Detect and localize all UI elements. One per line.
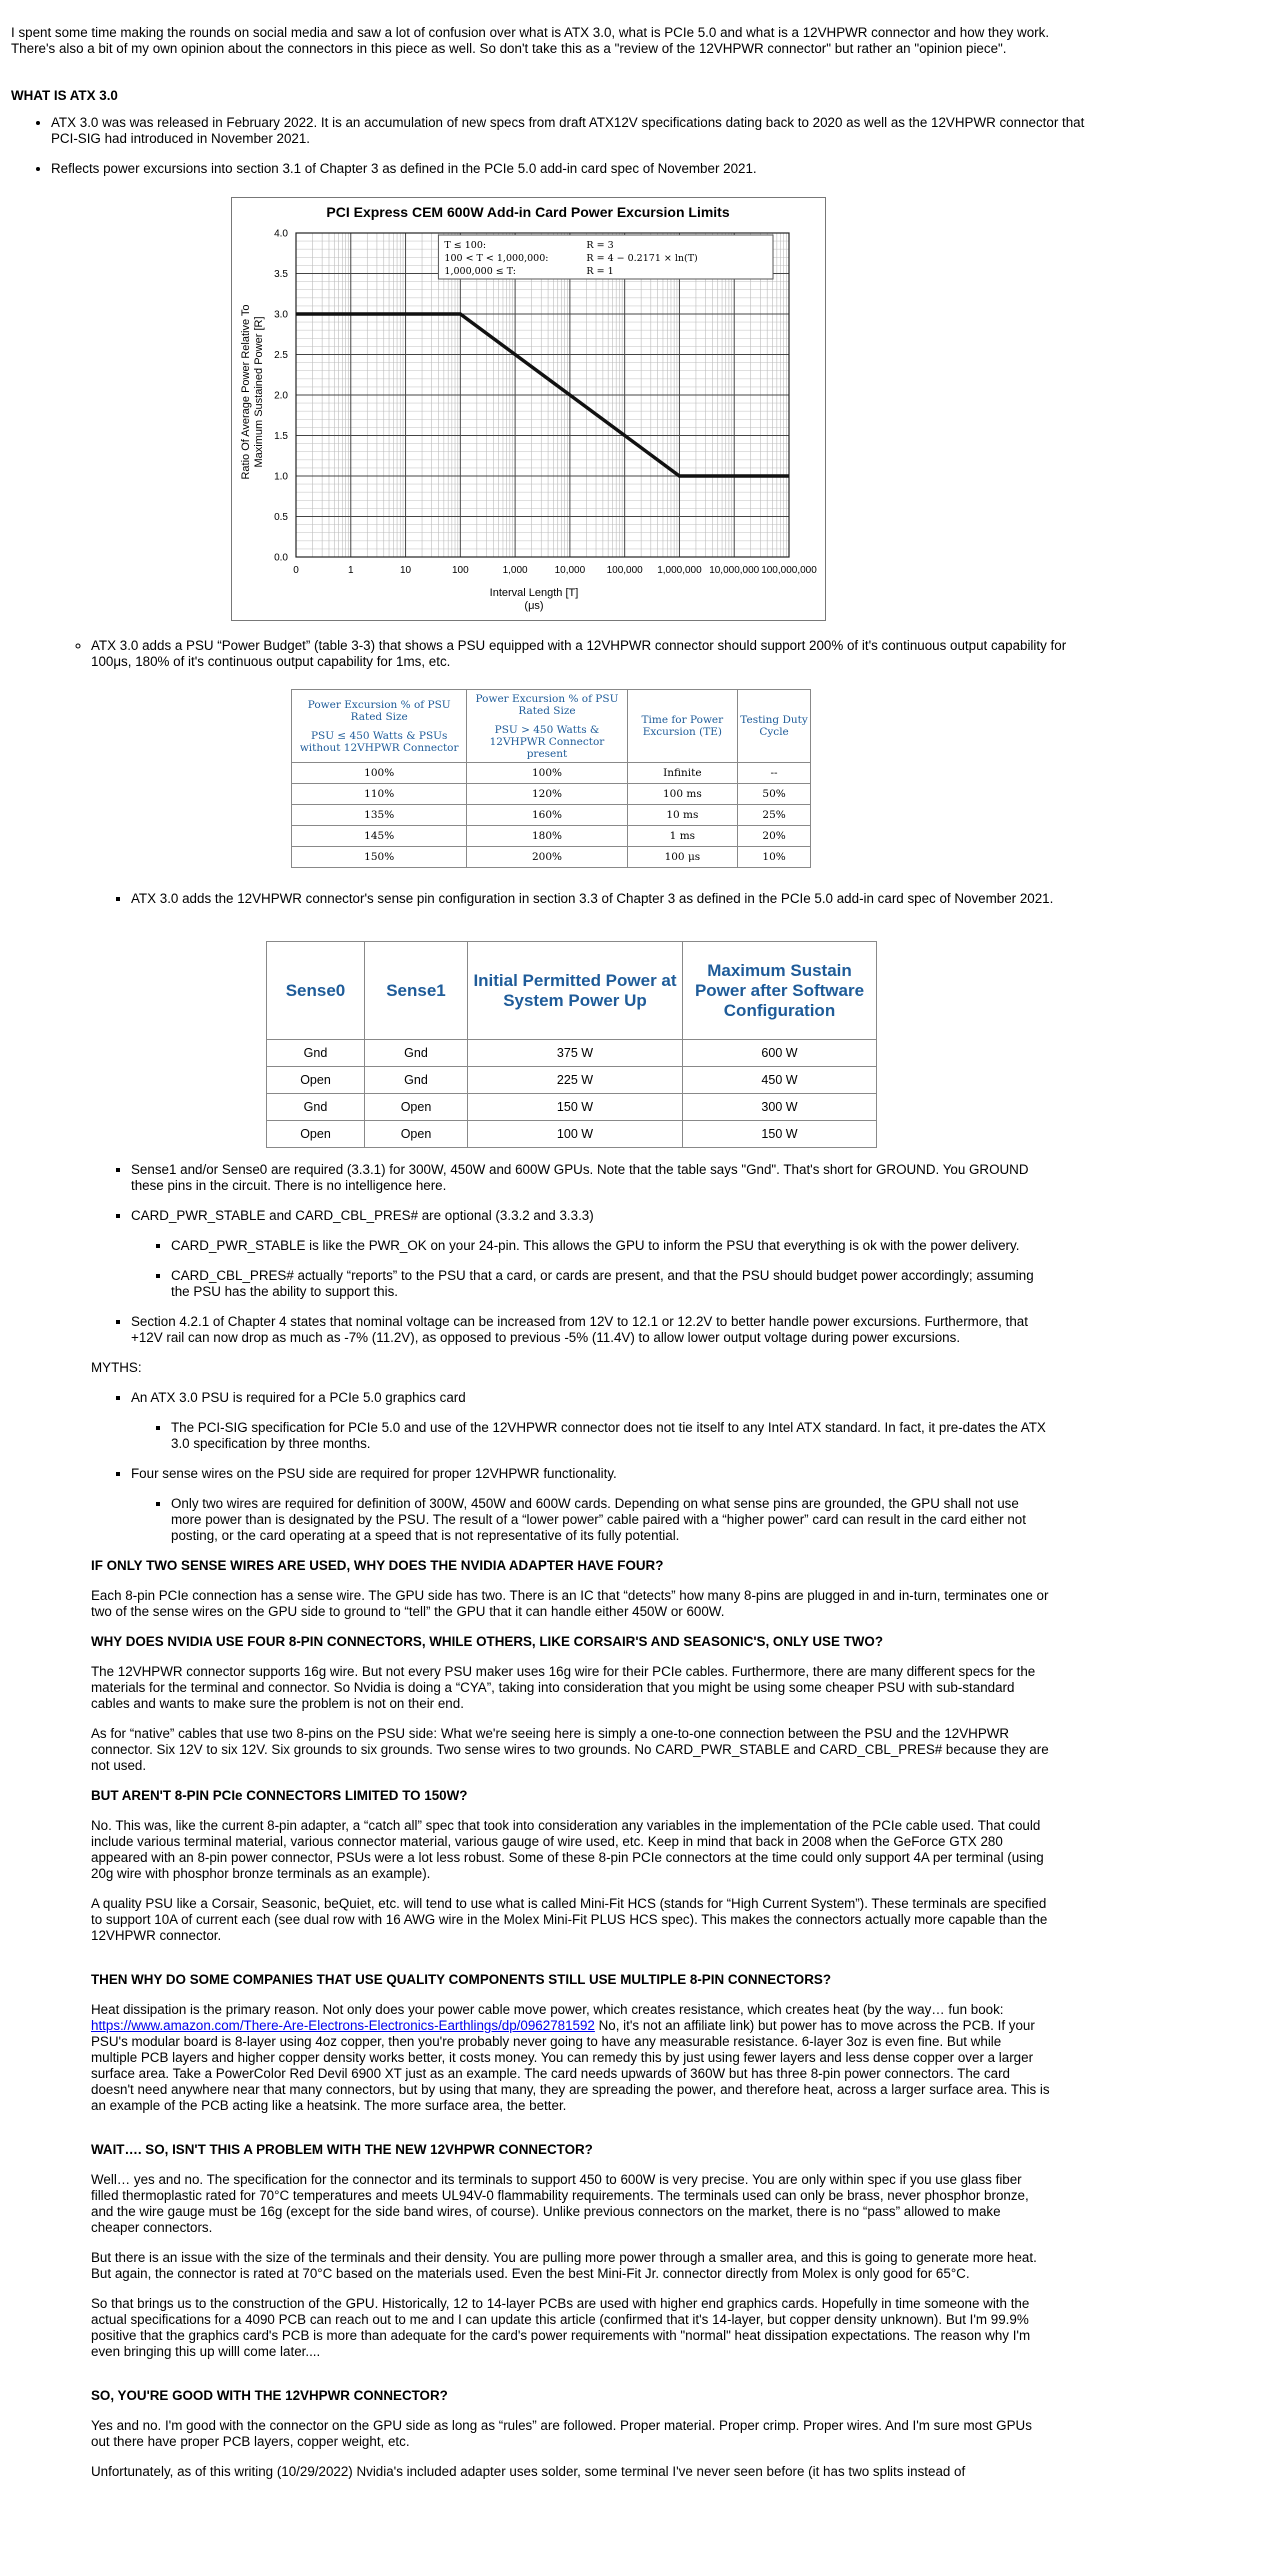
paragraph: Each 8-pin PCIe connection has a sense wire. The GPU side has two. There is an IC that “detects” how many 8-pins are plugged in and in-turn, terminates one or two of the sense wires on the GPU side to ground to “tell” the GPU that it can handle either 450W or 600W.: [91, 1588, 1049, 1619]
chart-xlabel-unit: (μs): [524, 600, 544, 612]
table-header-cell: Testing Duty Cycle: [738, 690, 811, 763]
paragraph: The 12VHPWR connector supports 16g wire. But not every PSU maker uses 16g wire for their PCIe cables. Furthermore, there are many different specs for the materials for the terminal and connector. So Nvidia is doing a “CYA”, taking into consideration that you might be using some cheaper PSU with sub-standard cables and wants to make sure the problem is not on their end.: [91, 1664, 1036, 1711]
table-row: [267, 1067, 877, 1094]
paragraph: But there is an issue with the size of the terminals and their density. You are pulling more power through a smaller area, and this is going to generate more heat. But again, the connector is rated at 70°C based on the materials used. Even the best Mini-Fit Jr. connector directly from Molex is only good for 65°C.: [91, 2250, 1037, 2281]
list-item-text: Four sense wires on the PSU side are required for proper 12VHPWR functionality.: [131, 1466, 617, 1481]
chart-legend: [438, 235, 773, 279]
sub-list: [131, 1420, 1051, 1452]
paragraph-text: Heat dissipation is the primary reason. Not only does your power cable move power, which creates resistance, which creates heat (by the way… fun book:: [91, 2002, 1004, 2017]
header-subtext: PSU > 450 Watts & 12VHPWR Connector present: [489, 723, 605, 760]
amazon-book-link[interactable]: https://www.amazon.com/There-Are-Electrons-Electronics-Earthlings/dp/0962781592: [91, 2018, 595, 2033]
table-cell: 20%: [738, 826, 811, 847]
list-item: ▪ Sense1 and/or Sense0 are required (3.3.1) for 300W, 450W and 600W GPUs. Note that the table says "Gnd". That's short for GROUND. You GROUND these pins in the circuit. There is no intelligence here.: [131, 1162, 1051, 1194]
table-cell: 225 W: [468, 1067, 683, 1094]
table-cell: Gnd: [365, 1067, 468, 1094]
list-item: • ATX 3.0 was was released in February 2022. It is an accumulation of new specs from draft ATX12V specifications dating back to 2020 as well as the 12VHPWR connector that PCI-SIG had introduced in November 2021.: [51, 115, 1091, 147]
table-cell: Open: [365, 1094, 468, 1121]
table-cell: 100 W: [468, 1121, 683, 1148]
table-header-row: [292, 690, 811, 763]
table-header-cell: [292, 690, 467, 763]
list-item: ▪ CARD_PWR_STABLE is like the PWR_OK on your 24-pin. This allows the GPU to inform the PSU that everything is ok with the power delivery.: [171, 1238, 1051, 1254]
table-cell: Gnd: [267, 1040, 365, 1067]
table-cell: 375 W: [468, 1040, 683, 1067]
table-cell: Gnd: [365, 1040, 468, 1067]
paragraph: Unfortunately, as of this writing (10/29/2022) Nvidia's included adapter uses solder, some terminal I've never seen before (it has two splits instead of: [91, 2464, 966, 2479]
x-tick-label: 100,000,000: [761, 565, 817, 576]
paragraph: No. This was, like the current 8-pin adapter, a “catch all” spec that took into consideration any variables in the implementation of the PCIe cable used. That could include various terminal material, various connector material, various gauge of wire used, etc. Keep in mind that back in 2008 when the GeForce GTX 280 appeared with an 8-pin power connector, PSUs were a lot less robust. Some of these 8-pin PCIe connectors at the time could only support 4A per terminal (using 20g wire with phosphor bronze terminals as an example).: [91, 1818, 1044, 1881]
table-cell: 10%: [738, 847, 811, 868]
sub-list: [131, 1496, 1051, 1544]
table-header-cell: Initial Permitted Power at System Power Up: [468, 942, 683, 1040]
table-cell: Gnd: [267, 1094, 365, 1121]
heading-two-sense-wires: IF ONLY TWO SENSE WIRES ARE USED, WHY DOES THE NVIDIA ADAPTER HAVE FOUR?: [91, 1558, 664, 1573]
list-item: [131, 1466, 1051, 1544]
table-cell: 150 W: [683, 1121, 877, 1148]
table-cell: 450 W: [683, 1067, 877, 1094]
y-tick-label: 0.5: [274, 512, 288, 523]
table-cell: 100 ms: [627, 784, 738, 805]
y-tick-label: 4.0: [274, 228, 288, 240]
myths-label: MYTHS:: [91, 1360, 142, 1375]
list-item: ◦ ATX 3.0 adds a PSU “Power Budget” (table 3-3) that shows a PSU equipped with a 12VHPWR connector should support 200% of it's continuous output capability for 100μs, 180% of it's continuous output capability for 1ms, etc.: [91, 638, 1091, 670]
table-cell: 150%: [292, 847, 467, 868]
x-tick-label: 0: [293, 565, 299, 576]
y-tick-label: 1.0: [274, 471, 288, 483]
x-tick-label: 10,000,000: [709, 565, 760, 576]
list-item: ▪ The PCI-SIG specification for PCIe 5.0 and use of the 12VHPWR connector does not tie itself to any Intel ATX standard. In fact, it pre-dates the ATX 3.0 specification by three months.: [171, 1420, 1051, 1452]
y-tick-label: 2.0: [274, 390, 288, 402]
chart-title: PCI Express CEM 600W Add-in Card Power Excursion Limits: [326, 204, 730, 220]
list-item-text: CARD_PWR_STABLE and CARD_CBL_PRES# are optional (3.3.2 and 3.3.3): [131, 1208, 594, 1223]
table-header-cell: Maximum Sustain Power after Software Configuration: [683, 942, 877, 1040]
table-cell: 25%: [738, 805, 811, 826]
paragraph: So that brings us to the construction of the GPU. Historically, 12 to 14-layer PCBs are used with higher end graphics cards. Hopefully in time someone with the actual specifications for a 4090 PCB can reach out to me and I can update this article (confirmed that it's 14-layer, but copper density unknown). But I'm 99.9% positive that the graphics card's PCB is more than adequate for the card's power requirements with "normal" heat dissipation expectations. The reason why I'm even bringing this up willl come later....: [91, 2296, 1031, 2359]
table-row: [267, 1121, 877, 1148]
table-cell: 145%: [292, 826, 467, 847]
table-cell: 160%: [467, 805, 627, 826]
table-cell: 100%: [467, 763, 627, 784]
list-item: • Reflects power excursions into section 3.1 of Chapter 3 as defined in the PCIe 5.0 add-in card spec of November 2021.: [51, 161, 1091, 177]
y-tick-label: 0.0: [274, 552, 288, 564]
table-row: [292, 826, 811, 847]
header-subtext: PSU ≤ 450 Watts & PSUs without 12VHPWR Connector: [299, 729, 459, 754]
chart-xlabel: Interval Length [T]: [489, 587, 579, 599]
table-header-cell: Sense0: [267, 942, 365, 1040]
y-tick-label: 2.5: [274, 350, 288, 361]
atx-bullet-list: [11, 115, 1091, 191]
legend-formula: R = 1: [586, 266, 614, 277]
x-tick-label: 1,000: [502, 565, 528, 576]
table-row: [292, 805, 811, 826]
intro-paragraph: I spent some time making the rounds on social media and saw a lot of confusion over what is ATX 3.0, what is PCIe 5.0 and what is a 12VHPWR connector and how they work. There's also a bit of my own opinion about the connectors in this piece as well. So don't take this as a "review of the 12VHPWR connector" but rather an "opinion piece".: [11, 25, 1050, 56]
power-budget-table: [291, 689, 811, 868]
table-header-row: [267, 942, 877, 1040]
article-body: [91, 1162, 1051, 2494]
table-row: [292, 784, 811, 805]
heading-what-is-atx: WHAT IS ATX 3.0: [11, 88, 118, 103]
table-cell: 180%: [467, 826, 627, 847]
legend-formula: R = 4 − 0.2171 × ln(T): [586, 253, 698, 264]
heading-four-8pin: WHY DOES NVIDIA USE FOUR 8-PIN CONNECTORS, WHILE OTHERS, LIKE CORSAIR'S AND SEASONIC'S, ONLY USE TWO?: [91, 1634, 884, 1649]
table-cell: 1 ms: [627, 826, 738, 847]
paragraph: [91, 2002, 1051, 2114]
table-cell: 200%: [467, 847, 627, 868]
table-cell: Open: [267, 1067, 365, 1094]
legend-condition: T ≤ 100:: [444, 240, 487, 251]
table-cell: 50%: [738, 784, 811, 805]
table-cell: 100%: [292, 763, 467, 784]
legend-formula: R = 3: [586, 240, 614, 251]
list-item: [131, 1390, 1051, 1452]
table-cell: 120%: [467, 784, 627, 805]
table-cell: Open: [365, 1121, 468, 1148]
table-cell: --: [738, 763, 811, 784]
paragraph: A quality PSU like a Corsair, Seasonic, beQuiet, etc. will tend to use what is called Mini-Fit HCS (stands for “High Current System”). These terminals are specified to support 10A of current each (see dual row with 16 AWG wire in the Molex Mini-Fit PLUS HCS spec). This makes the connectors actually more capable than the 12VHPWR connector.: [91, 1896, 1048, 1943]
header-text: Power Excursion % of PSU Rated Size: [475, 692, 619, 717]
table-cell: 600 W: [683, 1040, 877, 1067]
heading-youre-good: SO, YOU'RE GOOD WITH THE 12VHPWR CONNECTOR?: [91, 2388, 448, 2403]
sub-list: [131, 1238, 1051, 1300]
y-tick-label: 1.5: [274, 431, 288, 442]
header-text: Power Excursion % of PSU Rated Size: [307, 698, 451, 723]
heading-multiple-8pin: THEN WHY DO SOME COMPANIES THAT USE QUALITY COMPONENTS STILL USE MULTIPLE 8-PIN CONNECTORS?: [91, 1972, 831, 1987]
table-cell: 150 W: [468, 1094, 683, 1121]
list-item-text: An ATX 3.0 PSU is required for a PCIe 5.0 graphics card: [131, 1390, 466, 1405]
list-item: ▪ Only two wires are required for definition of 300W, 450W and 600W cards. Depending on what sense pins are grounded, the GPU shall not use more power than is designated by the PSU. The result of a “lower power” cable paired with a “higher power” card can result in the card either not posting, or the card operating at a speed that is not representative of its fully potential.: [171, 1496, 1051, 1544]
table-row: [267, 1040, 877, 1067]
x-tick-label: 10: [399, 565, 412, 576]
y-tick-label: 3.5: [274, 269, 288, 280]
legend-condition: 1,000,000 ≤ T:: [444, 266, 516, 277]
heading-wait: WAIT…. SO, ISN'T THIS A PROBLEM WITH THE NEW 12VHPWR CONNECTOR?: [91, 2142, 593, 2157]
table-header-cell: Time for Power Excursion (TE): [627, 690, 738, 763]
chart-ylabel-line2: Maximum Sustained Power [R]: [253, 316, 265, 468]
x-tick-label: 10,000: [554, 565, 586, 576]
power-excursion-chart: [231, 197, 826, 621]
paragraph: Yes and no. I'm good with the connector on the GPU side as long as “rules” are followed. Proper material. Proper crimp. Proper wires. And I'm sure most GPUs out there have proper PCB layers, copper weight, etc.: [91, 2418, 1032, 2449]
list-item: ▪ Section 4.2.1 of Chapter 4 states that nominal voltage can be increased from 12V to 12.1 or 12.2V to better handle power excursions. Furthermore, that +12V rail can now drop as much as -7% (11.2V), as opposed to previous -5% (11.4V) to allow lower output voltage during power excursions.: [131, 1314, 1051, 1346]
table-row: [292, 763, 811, 784]
list-item: [131, 1208, 1051, 1300]
x-tick-label: 100,000: [606, 565, 643, 576]
paragraph: As for “native” cables that use two 8-pins on the PSU side: What we're seeing here is simply a one-to-one connection between the PSU and the 12VHPWR connector. Six 12V to six 12V. Six grounds to six grounds. Two sense wires to two grounds. No CARD_PWR_STABLE and CARD_CBL_PRES# because they are not used.: [91, 1726, 1049, 1773]
table-row: [267, 1094, 877, 1121]
chart-grid: [296, 233, 789, 557]
table-cell: 110%: [292, 784, 467, 805]
paragraph-text: No, it's not an affiliate link) but power has to move across the PCB. If your PSU's modular board is 8-layer using 4oz copper, then you're probably never going to have any measurable resistance. 6-layer 3oz is even fine. But while multiple PCB layers and higher copper density works better, it costs money. You can remedy this by just using fewer layers and less dense copper over a larger surface area. Take a PowerColor Red Devil 6900 XT just as an example. The card needs upwards of 360W but has three 8-pin power connectors. The card doesn't need anywhere near that many connectors, but by using that many, they are spreading the power, and therefore heat, across a larger surface area. This is an example of the PCB acting like a heatsink. The more surface area, the better.: [91, 2018, 1050, 2113]
table-cell: 135%: [292, 805, 467, 826]
list-item: ▪ CARD_CBL_PRES# actually “reports” to the PSU that a card, or cards are present, and that the PSU should budget power accordingly; assuming the PSU has the ability to support this.: [171, 1268, 1051, 1300]
paragraph: Well… yes and no. The specification for the connector and its terminals to support 450 to 600W is very precise. You are only within spec if you use glass fiber filled thermoplastic rated for 70°C temperatures and meets UL94V-0 flammability requirements. The terminals used can only be brass, never phosphor bronze, and the wire gauge must be 16g (except for the side band wires, of course). Unlike previous connectors on the market, there is no “pass” allowed to make cheaper connectors.: [91, 2172, 1029, 2235]
x-tick-label: 1: [347, 565, 354, 576]
table-cell: 100 μs: [627, 847, 738, 868]
heading-150w: BUT AREN'T 8-PIN PCIe CONNECTORS LIMITED TO 150W?: [91, 1788, 468, 1803]
table-header-cell: [467, 690, 627, 763]
pin-notes-list: [91, 1162, 1051, 1346]
myths-list: [91, 1390, 1051, 1544]
legend-condition: 100 < T < 1,000,000:: [444, 253, 549, 264]
x-tick-label: 1,000,000: [657, 565, 702, 576]
chart-ylabel-line1: Ratio Of Average Power Relative To: [240, 304, 252, 480]
chart-svg: [232, 198, 825, 620]
table-cell: 300 W: [683, 1094, 877, 1121]
table-header-cell: Sense1: [365, 942, 468, 1040]
x-tick-label: 100: [451, 565, 469, 576]
table-row: [292, 847, 811, 868]
table-cell: Infinite: [627, 763, 738, 784]
chart-axes: [274, 229, 817, 577]
list-item: ▪ ATX 3.0 adds the 12VHPWR connector's sense pin configuration in section 3.3 of Chapter 3 as defined in the PCIe 5.0 add-in card spec of November 2021.: [131, 891, 1091, 907]
y-tick-label: 3.0: [274, 309, 288, 321]
table-cell: Open: [267, 1121, 365, 1148]
table-cell: 10 ms: [627, 805, 738, 826]
sense-pin-table: [266, 941, 877, 1148]
budget-bullet-list: [51, 638, 1091, 670]
sense-bullet-list: [91, 891, 1091, 907]
